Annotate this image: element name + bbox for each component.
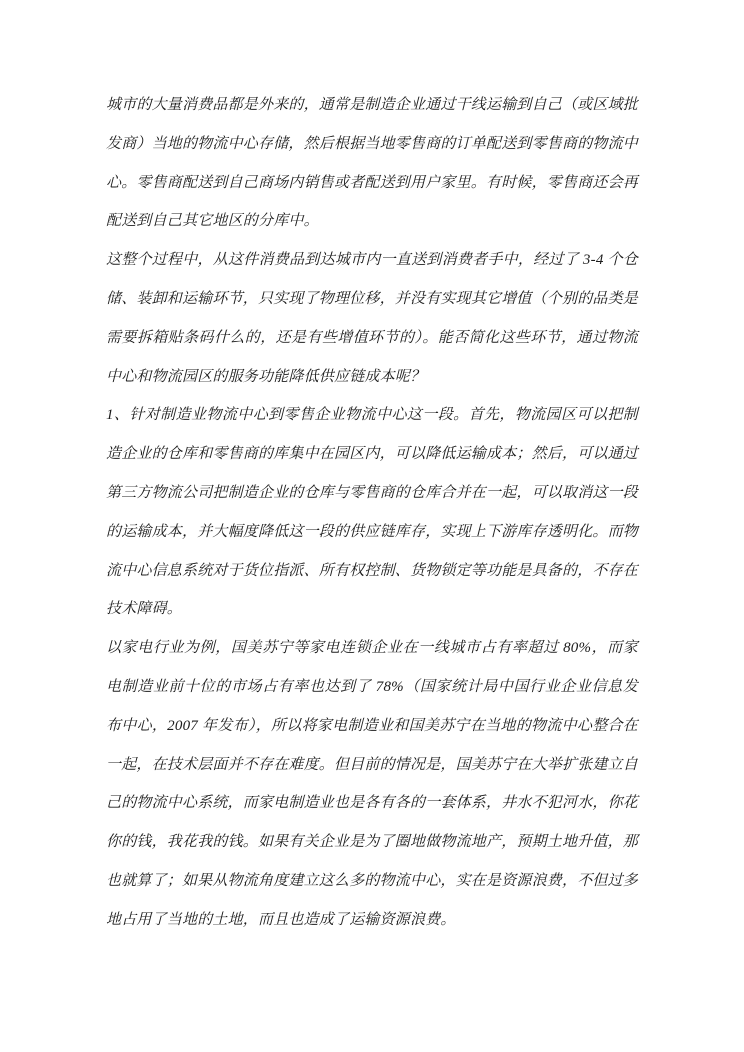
paragraph-point-1-logistics-park: 1、针对制造业物流中心到零售企业物流中心这一段。首先，物流园区可以把制造企业的仓库和零售商的库集中在园区内，可以降低运输成本；然后，可以通过第三方物流公司把制造企业的仓库与零售商的仓库合并在一起，可以取消这一段的运输成本，并大幅度降低这一段的供应链库存，实现上下游库存透明化。而物流中心信息系统对于货位指派、所有权控制、货物锁定等功能是具备的，不存在技术障碍。	[106, 407, 639, 618]
paragraph-distribution-process: 城市的大量消费品都是外来的，通常是制造企业通过干线运输到自己（或区域批发商）当地的物流中心存储，然后根据当地零售商的订单配送到零售商的物流中心。零售商配送到自己商场内销售或者配送到用户家里。有时候，零售商还会再配送到自己其它地区的分库中。	[106, 97, 639, 230]
document-body-text	[106, 86, 638, 940]
paragraph-appliance-industry-example: 以家电行业为例，国美苏宁等家电连锁企业在一线城市占有率超过 80%，而家电制造业前十位的市场占有率也达到了 78%（国家统计局中国行业企业信息发布中心，2007 年发布），所以将家电制造业和国美苏宁在当地的物流中心整合在一起，在技术层面并不存在难度。但目前的情况是，国美苏宁在大举扩张建立自己的物流中心系统，而家电制造业也是各有各的一套体系，井水不犯河水，你花你的钱，我花我的钱。如果有关企业是为了圈地做物流地产，预期土地升值，那也就算了；如果从物流角度建立这么多的物流中心，实在是资源浪费，不但过多地占用了当地的土地，而且也造成了运输资源浪费。	[106, 640, 639, 928]
paragraph-supply-chain-question: 这整个过程中，从这件消费品到达城市内一直送到消费者手中，经过了 3-4 个仓储、装卸和运输环节，只实现了物理位移，并没有实现其它增值（个别的品类是需要拆箱贴条码什么的，还是有些增值环节的）。能否简化这些环节，通过物流中心和物流园区的服务功能降低供应链成本呢？	[106, 252, 639, 385]
